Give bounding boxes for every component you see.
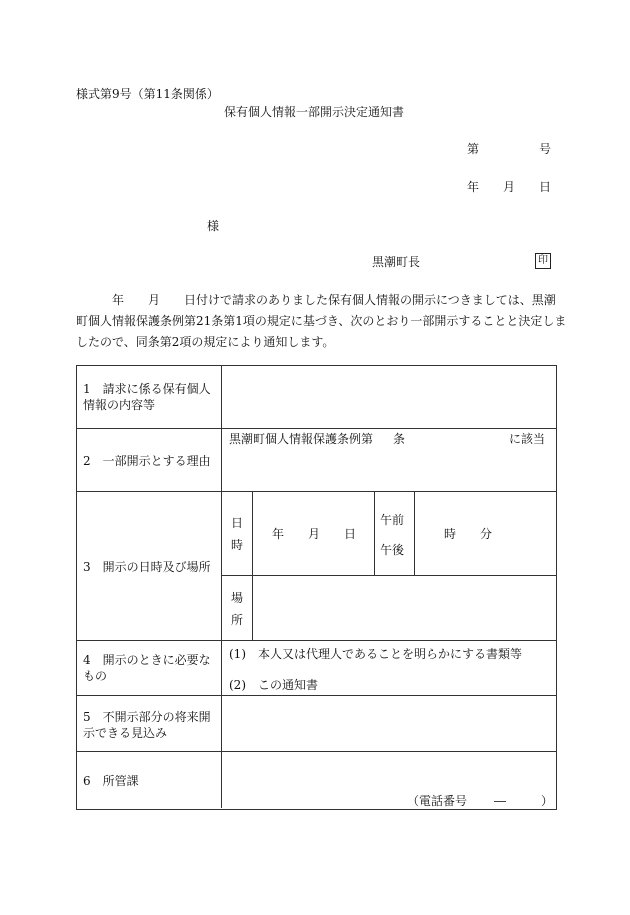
date-day: 日 bbox=[539, 180, 552, 194]
document-title: 保有個人情報一部開示決定通知書 bbox=[224, 105, 405, 119]
body-line1-month: 月 bbox=[148, 293, 161, 307]
row-divider-3 bbox=[76, 640, 556, 641]
number-go: 号 bbox=[539, 142, 552, 156]
row6-phone-dash: ― bbox=[494, 794, 506, 808]
row3-nichiji: 日時 bbox=[230, 516, 243, 552]
body-line-3: したので、同条第2項の規定により通知します。 bbox=[76, 335, 335, 349]
row-divider-2 bbox=[76, 491, 556, 492]
row4-label: 4 開示のときに必要なもの bbox=[83, 653, 211, 683]
addressee-sama: 様 bbox=[207, 219, 220, 233]
label-column-divider bbox=[221, 365, 222, 808]
row3-minute: 分 bbox=[480, 527, 493, 541]
body-line-2: 町個人情報保護条例第21条第1項の規定に基づき、次のとおり一部開示することと決定しま bbox=[76, 314, 567, 328]
row2-suffix: に該当 bbox=[509, 432, 546, 446]
row2-label: 2 一部開示とする理由 bbox=[83, 454, 211, 468]
row6-phone-label: （電話番号 bbox=[407, 794, 468, 808]
row3-year: 年 bbox=[272, 527, 285, 541]
seal-mark: 印 bbox=[535, 253, 551, 269]
row3-label: 3 開示の日時及び場所 bbox=[83, 560, 211, 574]
body-line1-rest: 日付けで請求のありました保有個人情報の開示につきましては、黒潮 bbox=[184, 293, 556, 307]
date-year: 年 bbox=[467, 180, 480, 194]
body-paragraph bbox=[76, 290, 567, 353]
row3-day: 日 bbox=[344, 527, 357, 541]
row-divider-1 bbox=[76, 428, 556, 429]
row3-pm: 午後 bbox=[380, 543, 405, 557]
row1-label: 1 請求に係る保有個人情報の内容等 bbox=[83, 382, 211, 412]
row3-sublabel-divider bbox=[252, 491, 253, 640]
row3-month: 月 bbox=[308, 527, 321, 541]
row4-item-1: (1) 本人又は代理人であることを明らかにする書類等 bbox=[229, 647, 523, 661]
row2-jou: 条 bbox=[393, 432, 406, 446]
row5-label: 5 不開示部分の将来開示できる見込み bbox=[83, 710, 211, 740]
body-line-1 bbox=[76, 290, 556, 311]
number-dai: 第 bbox=[467, 142, 480, 156]
issuer-name: 黒潮町長 bbox=[372, 255, 421, 269]
row3-ampm-divider bbox=[414, 491, 415, 575]
row3-basho: 場所 bbox=[230, 591, 243, 627]
body-line1-year: 年 bbox=[112, 293, 125, 307]
row3-am: 午前 bbox=[380, 513, 405, 527]
row6-phone-close: ） bbox=[541, 794, 554, 808]
row4-item-2: (2) この通知書 bbox=[229, 678, 318, 692]
row2-prefix: 黒潮町個人情報保護条例第 bbox=[229, 432, 374, 446]
row3-date-divider bbox=[374, 491, 375, 575]
date-month: 月 bbox=[503, 180, 516, 194]
row6-label: 6 所管課 bbox=[83, 774, 139, 788]
row-divider-4 bbox=[76, 695, 556, 696]
row3-hour: 時 bbox=[444, 527, 457, 541]
row-divider-5 bbox=[76, 751, 556, 752]
row3-inner-divider bbox=[221, 575, 556, 576]
form-number: 様式第9号（第11条関係） bbox=[76, 87, 219, 101]
